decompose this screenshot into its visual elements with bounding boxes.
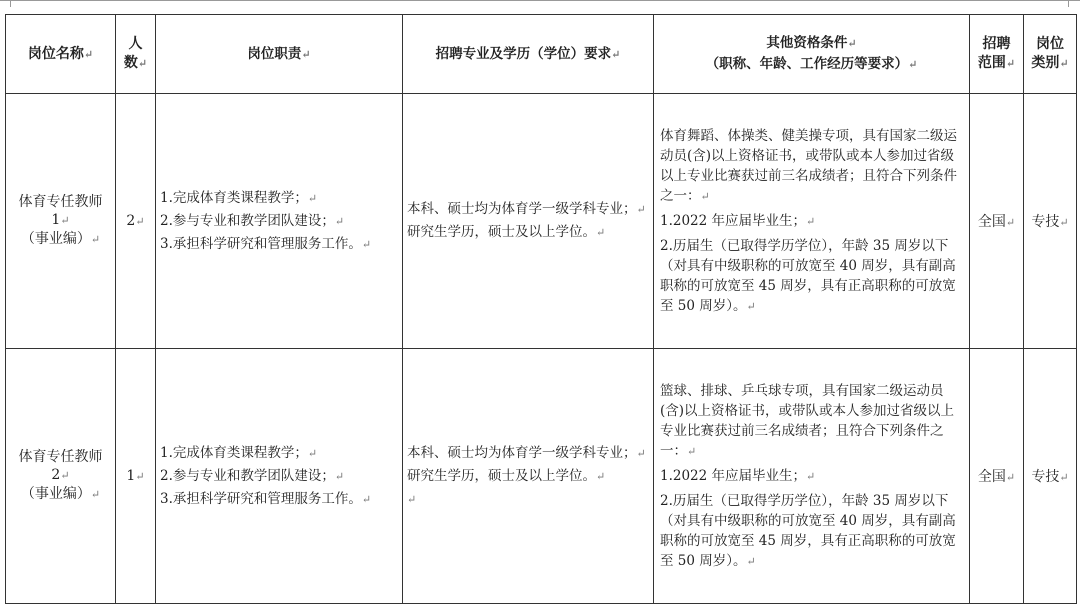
table-row bbox=[6, 94, 1077, 349]
cell-type: 专技↵ bbox=[1024, 349, 1077, 604]
table-row bbox=[6, 349, 1077, 604]
cell-count: 1↵ bbox=[116, 349, 156, 604]
header-scope: 招聘 范围↵ bbox=[970, 15, 1024, 94]
cell-other-conditions: 体育舞蹈、体操类、健美操专项，具有国家二级运动员(含)以上资格证书，或带队或本人参加过省级以上专业比赛获过前三名成绩者；且符合下列条件之一：↵ 1.2022 年应届毕业生；↵ 2.历届生（已取得学历学位），年龄 35 周岁以下（对具有中级职称的可放宽至 40 周岁，具有副高职称的可放宽至 45 周岁，具有正高职称的可放宽至 50 周岁）。↵ bbox=[654, 94, 970, 349]
header-type: 岗位 类别↵ bbox=[1024, 15, 1077, 94]
header-major: 招聘专业及学历（学位）要求↵ bbox=[403, 15, 654, 94]
margin-tick-right bbox=[1068, 0, 1069, 7]
cell-duties: 1.完成体育类课程教学；↵ 2.参与专业和教学团队建设；↵ 3.承担科学研究和管理服务工作。↵ bbox=[156, 349, 403, 604]
header-row bbox=[6, 15, 1077, 94]
page-top-rule bbox=[0, 0, 1080, 8]
cell-major: 本科、硕士均为体育学一级学科专业；↵ 研究生学历，硕士及以上学位。↵ ↵ bbox=[403, 349, 654, 604]
header-duty: 岗位职责↵ bbox=[156, 15, 403, 94]
cell-duties: 1.完成体育类课程教学；↵ 2.参与专业和教学团队建设；↵ 3.承担科学研究和管理服务工作。↵ bbox=[156, 94, 403, 349]
cell-scope: 全国↵ bbox=[970, 94, 1024, 349]
cell-count: 2↵ bbox=[116, 94, 156, 349]
header-count: 人 数↵ bbox=[116, 15, 156, 94]
cell-post-name: 体育专任教师 2↵ （事业编）↵ bbox=[6, 349, 116, 604]
header-other: 其他资格条件↵ （职称、年龄、工作经历等要求）↵ bbox=[654, 15, 970, 94]
header-name: 岗位名称↵ bbox=[6, 15, 116, 94]
cell-scope: 全国↵ bbox=[970, 349, 1024, 604]
margin-tick-left bbox=[10, 0, 11, 7]
cell-major: 本科、硕士均为体育学一级学科专业；↵ 研究生学历，硕士及以上学位。↵ bbox=[403, 94, 654, 349]
recruitment-table bbox=[5, 14, 1077, 604]
cell-type: 专技↵ bbox=[1024, 94, 1077, 349]
cell-other-conditions: 篮球、排球、乒乓球专项，具有国家二级运动员(含)以上资格证书，或带队或本人参加过省级以上专业比赛获过前三名成绩者；且符合下列条件之一：↵ 1.2022 年应届毕业生；↵ 2.历届生（已取得学历学位），年龄 35 周岁以下（对具有中级职称的可放宽至 40 周岁，具有副高职称的可放宽至 45 周岁，具有正高职称的可放宽至 50 周岁）。↵ bbox=[654, 349, 970, 604]
cell-post-name: 体育专任教师 1↵ （事业编）↵ bbox=[6, 94, 116, 349]
